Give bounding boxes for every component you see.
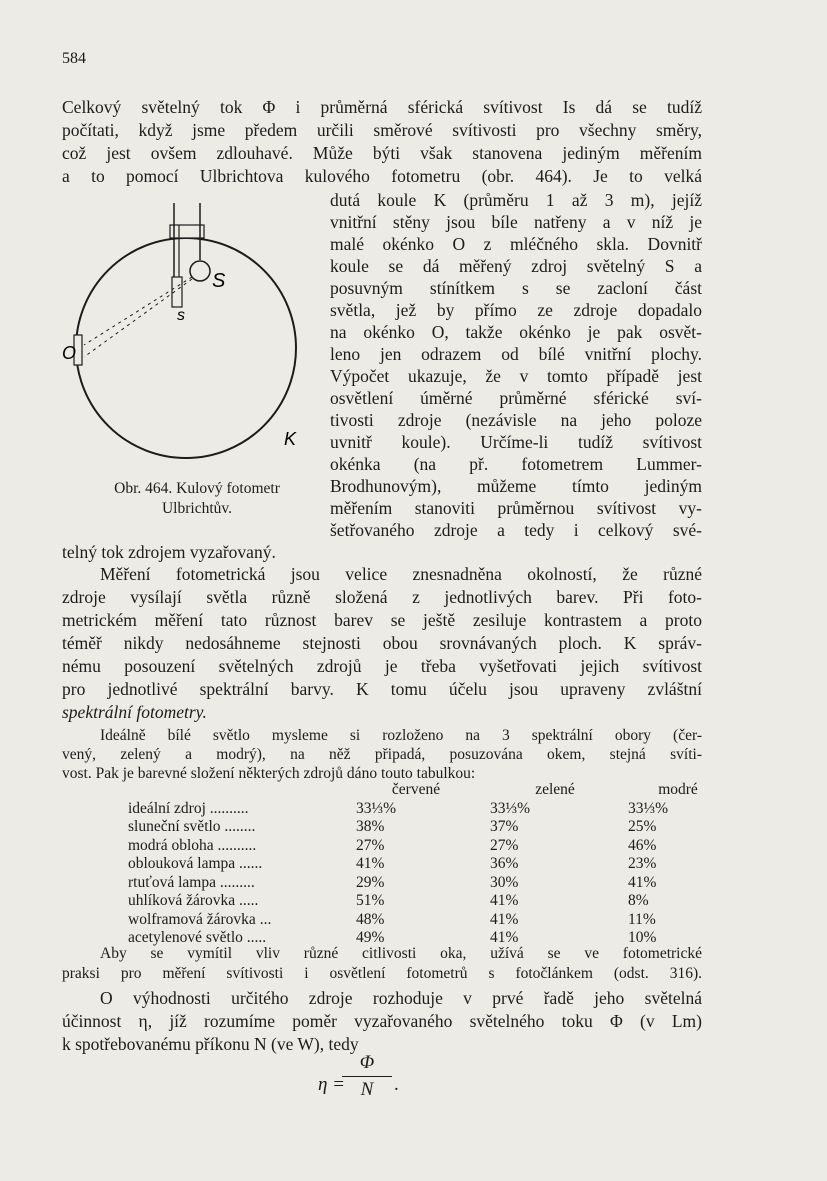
- figure-label-O: O: [62, 343, 77, 363]
- table-cell: 8%: [628, 892, 649, 910]
- table-cell: 49%: [356, 929, 385, 947]
- table-cell: 41%: [628, 873, 657, 891]
- table-row: [128, 874, 728, 893]
- sphere-photometer-figure: [64, 195, 314, 480]
- equation-period: .: [394, 1074, 399, 1095]
- text-line: a to pomocí Ulbrichtova kulového fotometru (obr. 464). Je to velká: [62, 166, 702, 186]
- text-line: Měření fotometrická jsou velice znesnadněna okolností, že různé: [100, 564, 702, 584]
- lamp-bulb: [190, 261, 210, 281]
- color-composition-table: [128, 781, 728, 948]
- table-cell: 10%: [628, 929, 657, 947]
- table-cell: 23%: [628, 855, 657, 873]
- table-cell: wolframová žárovka ...: [128, 910, 272, 928]
- table-cell: acetylenové světlo .....: [128, 929, 267, 947]
- text-line: praksi pro měření svítivosti i osvětlení fotometrů s fotočlánkem (odst. 316).: [62, 965, 702, 982]
- table-cell: 33⅓%: [356, 799, 397, 817]
- figure-caption-line1: Obr. 464. Kulový fotometr: [114, 480, 280, 497]
- text-line: telný tok zdrojem vyzařovaný.: [62, 542, 276, 562]
- equation-fraction: [342, 1052, 392, 1101]
- text-line: tivosti zdroje (nezávisle na jeho poloze: [330, 410, 702, 430]
- text-line: Celkový světelný tok Φ i průměrná sférická svítivost Is dá se tudíž: [62, 97, 702, 117]
- text-line: uvnitř koule). Určíme-li tudíž svítivost: [330, 432, 702, 452]
- text-line: světla, jež by přímo ze zdroje dopadalo: [330, 300, 702, 320]
- text-line: vený, zelený a modrý), na něž připadá, posuzována okem, stejná svíti-: [62, 746, 702, 763]
- sphere-photometer-drawing: [64, 195, 314, 475]
- text-line: vnitřní stěny jsou bíle natřeny a v níž je: [330, 212, 702, 232]
- table-header-cell: [128, 781, 348, 800]
- table-cell: 36%: [490, 855, 519, 873]
- table-cell: 41%: [490, 910, 519, 928]
- page-number: 584: [62, 50, 86, 67]
- table-cell: uhlíková žárovka .....: [128, 892, 259, 910]
- table-cell: 25%: [628, 818, 657, 836]
- sphere-outline: [76, 238, 296, 458]
- table-cell: 29%: [356, 873, 385, 891]
- text-line: měřením stanoviti průměrnou svítivost vy-: [330, 498, 702, 518]
- table-cell: 11%: [628, 910, 656, 928]
- text-line: vost. Pak je barevné složení některých zdrojů dáno touto tabulkou:: [62, 765, 476, 782]
- text-line: Ideálně bílé světlo mysleme si rozloženo na 3 spektrální obory (čer-: [100, 727, 702, 744]
- text-line: počítati, když jsme předem určili směrové svítivosti pro všechny směry,: [62, 120, 702, 140]
- equation-denominator: N: [360, 1079, 374, 1100]
- text-line: metrickém měření tato různost barev se ještě zesiluje kontrastem a proto: [62, 610, 702, 630]
- table-row: [128, 818, 728, 837]
- table-cell: 27%: [490, 836, 519, 854]
- text-line: což jest ovšem zdlouhavé. Může býti však stanovena jediným měřením: [62, 143, 702, 163]
- text-line: pro jednotlivé spektrální barvy. K tomu účelu jsou upraveny zvláštní: [62, 679, 702, 699]
- table-cell: 33⅓%: [490, 799, 531, 817]
- table-cell: rtuťová lampa .........: [128, 873, 255, 891]
- table-cell: 48%: [356, 910, 385, 928]
- table-header-cell: modré: [658, 781, 698, 799]
- text-line: koule se dá měřený zdroj světelný S a: [330, 256, 702, 276]
- fraction-bar: [342, 1076, 392, 1077]
- table-cell: 41%: [356, 855, 385, 873]
- text-line: Brodhunovým), můžeme tímto jediným: [330, 476, 702, 496]
- table-cell: modrá obloha ..........: [128, 836, 257, 854]
- text-line: účinnost η, jíž rozumíme poměr vyzařovaného světelného toku Φ (v Lm): [62, 1011, 702, 1031]
- table-cell: oblouková lampa ......: [128, 855, 263, 873]
- table-cell: 38%: [356, 818, 385, 836]
- top-opening: [170, 225, 204, 238]
- text-line: šetřovaného zdroje a tedy i celkový své-: [330, 520, 702, 540]
- text-line: k spotřebovanému příkonu N (ve W), tedy: [62, 1034, 359, 1054]
- text-line: osvětlení úměrné průměrné sférické sví-: [330, 388, 702, 408]
- figure-caption-line2: Ulbrichtův.: [161, 500, 233, 517]
- text-line: posuvným stínítkem s se zacloní část: [330, 278, 702, 298]
- table-cell: 41%: [490, 892, 519, 910]
- table-row: [128, 800, 728, 819]
- table-cell: 37%: [490, 818, 519, 836]
- text-line: zdroje vysílají světla různě složená z jednotlivých barev. Při foto-: [62, 587, 702, 607]
- text-line: nému posouzení světelných zdrojů je třeba vyšetřovati jejich svítivost: [62, 656, 702, 676]
- text-line: téměř nikdy nedosáhneme stejnosti obou srovnávaných ploch. K správ-: [62, 633, 702, 653]
- text-line: Aby se vymítil vliv různé citlivosti oka, užívá se ve fotometrické: [100, 945, 702, 962]
- equation-numerator: Φ: [359, 1052, 375, 1073]
- table-cell: 30%: [490, 873, 519, 891]
- table-cell: 51%: [356, 892, 385, 910]
- table-cell: sluneční světlo ........: [128, 818, 256, 836]
- figure-label-s: s: [177, 307, 185, 324]
- table-row: [128, 911, 728, 930]
- text-line: na okénko O, takže okénko je pak osvět-: [330, 322, 702, 342]
- text-line: malé okénko O z mléčného skla. Dovnitř: [330, 234, 702, 254]
- table-cell: 33⅓%: [628, 799, 669, 817]
- text-line: O výhodnosti určitého zdroje rozhoduje v prvé řadě jeho světelná: [100, 988, 702, 1008]
- text-line: spektrální fotometry.: [62, 702, 207, 722]
- text-line: Výpočet ukazuje, že v tomto případě jest: [330, 366, 702, 386]
- table-header-cell: červené: [391, 781, 441, 799]
- equation-lhs: η =: [318, 1074, 345, 1095]
- table-cell: 46%: [628, 836, 657, 854]
- table-cell: ideální zdroj ..........: [128, 799, 249, 817]
- table-row: [128, 837, 728, 856]
- figure-caption: [72, 479, 322, 519]
- table-header-cell: zelené: [535, 781, 575, 799]
- text-line: dutá koule K (průměru 1 až 3 m), jejíž: [330, 190, 702, 210]
- table-header-row: [128, 781, 728, 800]
- table-row: [128, 892, 728, 911]
- table-cell: 27%: [356, 836, 385, 854]
- figure-label-K: K: [284, 429, 297, 449]
- table-cell: 41%: [490, 929, 519, 947]
- figure-label-S: S: [212, 270, 226, 292]
- table-row: [128, 855, 728, 874]
- text-line: leno jen odrazem od bílé vnitřní plochy.: [330, 344, 702, 364]
- text-line: okénka (na př. fotometrem Lummer-: [330, 454, 702, 474]
